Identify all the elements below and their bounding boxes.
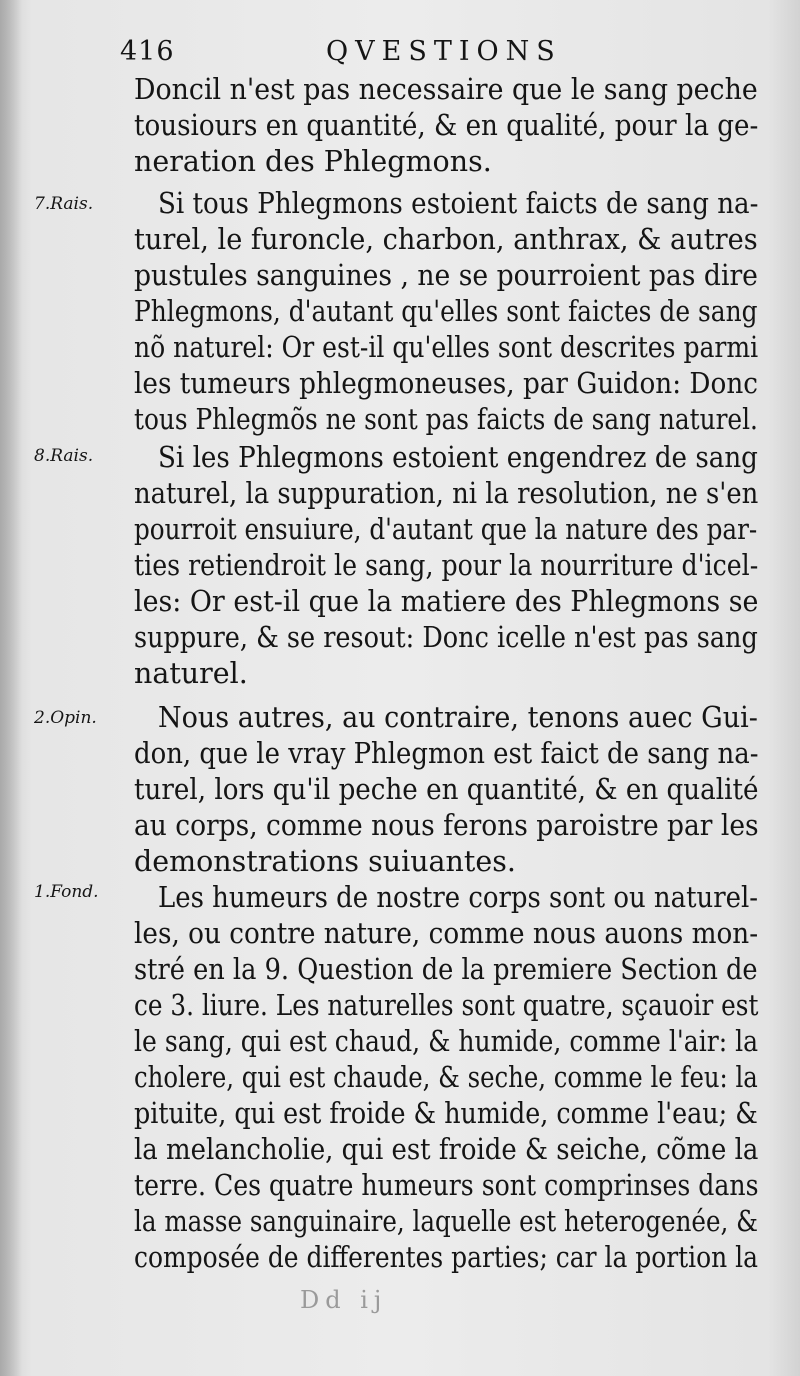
text-line: ce 3. liure. Les naturelles sont quatre, sçauoir est	[134, 989, 759, 1022]
text-line: les, ou contre nature, comme nous auons mon-	[134, 917, 759, 950]
margin-note: 7.Rais.	[34, 194, 94, 214]
text-line: ties retiendroit le sang, pour la nourriture d'icel-	[134, 549, 759, 582]
text-line: la masse sanguinaire, laquelle est heterogenée, &	[134, 1205, 758, 1238]
text-line: naturel, la suppuration, ni la resolution, ne s'en	[134, 477, 759, 510]
text-line: turel, le furoncle, charbon, anthrax, & autres	[134, 223, 758, 256]
text-line: Doncil n'est pas necessaire que le sang peche	[134, 73, 758, 106]
text-line: les: Or est-il que la matiere des Phlegmons se	[134, 585, 759, 618]
text-line: au corps, comme nous ferons paroistre par les	[134, 809, 759, 842]
text-line: nõ naturel: Or est-il qu'elles sont descrites parmi	[134, 331, 759, 364]
text-line: pourroit ensuiure, d'autant que la nature des par-	[134, 513, 758, 546]
text-line: terre. Ces quatre humeurs sont comprinses dans	[134, 1169, 759, 1202]
text-line: naturel.	[134, 657, 248, 690]
running-title: QVESTIONS	[326, 36, 562, 67]
text-line: pituite, qui est froide & humide, comme l'eau; &	[134, 1097, 758, 1130]
text-line: tous Phlegmõs ne sont pas faicts de sang naturel.	[134, 403, 758, 436]
margin-note: 2.Opin.	[34, 708, 97, 728]
text-line: demonstrations suiuantes.	[134, 845, 516, 878]
text-line: Les humeurs de nostre corps sont ou naturel-	[158, 881, 759, 914]
text-line: cholere, qui est chaude, & seche, comme le feu: la	[134, 1061, 758, 1094]
text-line: suppure, & se resout: Donc icelle n'est pas sang	[134, 621, 758, 654]
page-number: 416	[120, 36, 175, 67]
text-line: turel, lors qu'il peche en quantité, & en qualité	[134, 773, 759, 806]
signature-mark: Dd ij	[300, 1286, 388, 1314]
text-line: Nous autres, au contraire, tenons auec Gui-	[158, 701, 758, 734]
show-through-text	[250, 672, 258, 700]
text-line: Phlegmons, d'autant qu'elles sont faictes de sang	[134, 295, 758, 328]
text-line: neration des Phlegmons.	[134, 145, 492, 178]
text-line: pustules sanguines , ne se pourroient pas dire	[134, 259, 758, 292]
text-line: les tumeurs phlegmoneuses, par Guidon: Donc	[134, 367, 758, 400]
text-line: composée de differentes parties; car la portion la	[134, 1241, 758, 1274]
text-line: tousiours en quantité, & en qualité, pour la ge-	[134, 109, 759, 142]
text-line: la melancholie, qui est froide & seiche, cõme la	[134, 1133, 759, 1166]
text-line: Si les Phlegmons estoient engendrez de sang	[158, 441, 758, 474]
text-line: stré en la 9. Question de la premiere Section de	[134, 953, 758, 986]
text-line: don, que le vray Phlegmon est faict de sang na-	[134, 737, 759, 770]
text-line: le sang, qui est chaud, & humide, comme l'air: la	[134, 1025, 759, 1058]
margin-note: 1.Fond.	[34, 882, 99, 902]
page-header	[120, 36, 590, 76]
margin-note: 8.Rais.	[34, 446, 94, 466]
text-line: Si tous Phlegmons estoient faicts de sang na-	[158, 187, 759, 220]
